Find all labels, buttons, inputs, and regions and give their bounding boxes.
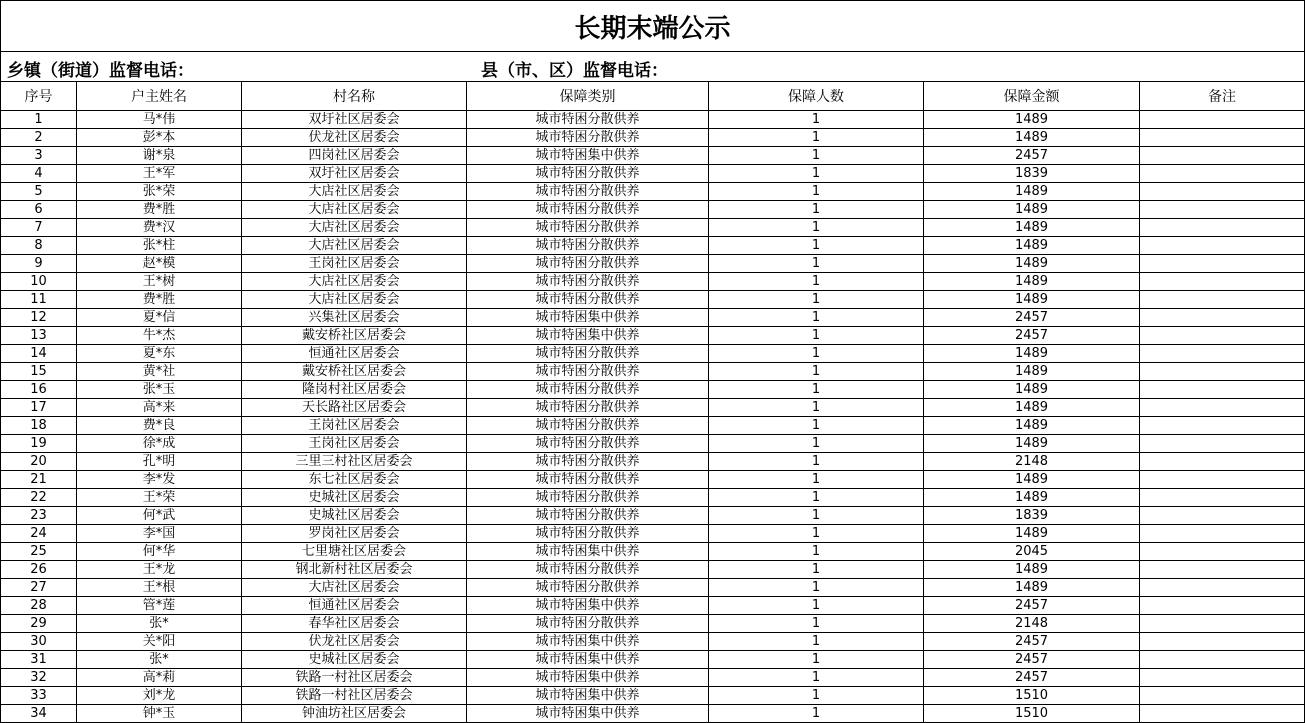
col-category-cell: 城市特困集中供养 [467, 651, 709, 669]
col-remarks-cell [1140, 201, 1305, 219]
col-index-cell: 27 [1, 579, 77, 597]
col-index-cell: 13 [1, 327, 77, 345]
col-amount-cell: 1489 [924, 291, 1140, 309]
col-index-cell: 9 [1, 255, 77, 273]
col-remarks-cell [1140, 687, 1305, 705]
col-index-cell: 1 [1, 111, 77, 129]
col-category-cell: 城市特困分散供养 [467, 561, 709, 579]
col-amount-cell: 2457 [924, 327, 1140, 345]
col-persons-cell: 1 [709, 165, 924, 183]
col-category-cell: 城市特困分散供养 [467, 273, 709, 291]
table-row [1, 615, 1305, 633]
col-amount-cell: 2148 [924, 453, 1140, 471]
col-remarks-cell [1140, 705, 1305, 723]
table-row [1, 687, 1305, 705]
col-amount-cell: 1489 [924, 201, 1140, 219]
table-row [1, 309, 1305, 327]
col-persons-cell: 1 [709, 111, 924, 129]
col-category-cell: 城市特困分散供养 [467, 111, 709, 129]
col-category-cell: 城市特困分散供养 [467, 435, 709, 453]
col-village-cell: 史城社区居委会 [242, 651, 467, 669]
col-remarks-cell [1140, 489, 1305, 507]
table-row [1, 543, 1305, 561]
table-row [1, 201, 1305, 219]
col-index-cell: 4 [1, 165, 77, 183]
col-index-cell: 8 [1, 237, 77, 255]
col-householder-cell: 刘*龙 [77, 687, 242, 705]
col-householder-cell: 费*汉 [77, 219, 242, 237]
col-amount-cell: 1489 [924, 345, 1140, 363]
col-householder-cell: 王*军 [77, 165, 242, 183]
col-category-cell: 城市特困分散供养 [467, 399, 709, 417]
table-row [1, 111, 1305, 129]
col-remarks-cell [1140, 525, 1305, 543]
col-householder-cell: 费*胜 [77, 291, 242, 309]
table-row [1, 651, 1305, 669]
col-householder-cell: 张* [77, 651, 242, 669]
col-persons-cell: 1 [709, 237, 924, 255]
col-persons-cell: 1 [709, 561, 924, 579]
col-amount-cell: 2045 [924, 543, 1140, 561]
col-village-header: 村名称 [242, 82, 467, 111]
col-householder-cell: 费*胜 [77, 201, 242, 219]
col-category-cell: 城市特困分散供养 [467, 201, 709, 219]
col-category-cell: 城市特困分散供养 [467, 255, 709, 273]
col-householder-cell: 何*华 [77, 543, 242, 561]
col-householder-cell: 徐*成 [77, 435, 242, 453]
col-householder-header: 户主姓名 [77, 82, 242, 111]
col-category-cell: 城市特困分散供养 [467, 129, 709, 147]
col-amount-cell: 1510 [924, 687, 1140, 705]
col-amount-cell: 2457 [924, 147, 1140, 165]
col-index-cell: 2 [1, 129, 77, 147]
col-amount-cell: 1489 [924, 399, 1140, 417]
col-persons-cell: 1 [709, 219, 924, 237]
table-row [1, 435, 1305, 453]
col-village-cell: 兴集社区居委会 [242, 309, 467, 327]
col-amount-cell: 1489 [924, 363, 1140, 381]
col-village-cell: 大店社区居委会 [242, 579, 467, 597]
col-amount-cell: 2457 [924, 669, 1140, 687]
table-body [1, 111, 1305, 723]
col-index-cell: 7 [1, 219, 77, 237]
col-index-cell: 25 [1, 543, 77, 561]
col-village-cell: 铁路一村社区居委会 [242, 669, 467, 687]
col-householder-cell: 王*根 [77, 579, 242, 597]
col-village-cell: 铁路一村社区居委会 [242, 687, 467, 705]
col-householder-cell: 李*国 [77, 525, 242, 543]
col-category-cell: 城市特困集中供养 [467, 147, 709, 165]
col-remarks-cell [1140, 633, 1305, 651]
col-village-cell: 七里塘社区居委会 [242, 543, 467, 561]
col-householder-cell: 黄*社 [77, 363, 242, 381]
col-village-cell: 大店社区居委会 [242, 291, 467, 309]
notice-table [0, 81, 1305, 723]
col-persons-cell: 1 [709, 435, 924, 453]
table-row [1, 471, 1305, 489]
col-amount-cell: 2457 [924, 633, 1140, 651]
col-householder-cell: 关*阳 [77, 633, 242, 651]
col-village-cell: 钢北新村社区居委会 [242, 561, 467, 579]
col-householder-cell: 夏*东 [77, 345, 242, 363]
col-village-cell: 史城社区居委会 [242, 507, 467, 525]
county-phone-label: 县（市、区）监督电话： [481, 61, 668, 81]
col-amount-cell: 1489 [924, 471, 1140, 489]
table-row [1, 165, 1305, 183]
col-remarks-cell [1140, 165, 1305, 183]
col-amount-cell: 1510 [924, 705, 1140, 723]
col-amount-cell: 1839 [924, 507, 1140, 525]
col-village-cell: 四岗社区居委会 [242, 147, 467, 165]
col-remarks-cell [1140, 255, 1305, 273]
col-category-cell: 城市特困集中供养 [467, 327, 709, 345]
col-category-cell: 城市特困分散供养 [467, 381, 709, 399]
col-index-cell: 6 [1, 201, 77, 219]
col-remarks-cell [1140, 435, 1305, 453]
col-householder-cell: 管*莲 [77, 597, 242, 615]
col-index-cell: 22 [1, 489, 77, 507]
col-persons-cell: 1 [709, 255, 924, 273]
col-village-cell: 王岗社区居委会 [242, 255, 467, 273]
page-title: 长期末端公示 [0, 0, 1305, 52]
col-category-cell: 城市特困分散供养 [467, 183, 709, 201]
col-village-cell: 伏龙社区居委会 [242, 633, 467, 651]
col-persons-cell: 1 [709, 273, 924, 291]
col-amount-header: 保障金额 [924, 82, 1140, 111]
col-persons-cell: 1 [709, 327, 924, 345]
col-remarks-cell [1140, 237, 1305, 255]
col-village-cell: 伏龙社区居委会 [242, 129, 467, 147]
col-amount-cell: 1489 [924, 489, 1140, 507]
col-householder-cell: 赵*模 [77, 255, 242, 273]
col-persons-cell: 1 [709, 471, 924, 489]
table-row [1, 219, 1305, 237]
col-householder-cell: 高*莉 [77, 669, 242, 687]
table-row [1, 129, 1305, 147]
col-village-cell: 史城社区居委会 [242, 489, 467, 507]
col-remarks-cell [1140, 507, 1305, 525]
col-householder-cell: 谢*泉 [77, 147, 242, 165]
col-remarks-cell [1140, 273, 1305, 291]
col-village-cell: 钟油坊社区居委会 [242, 705, 467, 723]
table-row [1, 273, 1305, 291]
col-index-cell: 11 [1, 291, 77, 309]
col-index-cell: 26 [1, 561, 77, 579]
col-category-cell: 城市特困集中供养 [467, 687, 709, 705]
table-row [1, 705, 1305, 723]
col-category-cell: 城市特困分散供养 [467, 165, 709, 183]
col-remarks-cell [1140, 363, 1305, 381]
col-remarks-cell [1140, 309, 1305, 327]
col-persons-cell: 1 [709, 651, 924, 669]
col-category-cell: 城市特困分散供养 [467, 219, 709, 237]
col-category-cell: 城市特困分散供养 [467, 471, 709, 489]
col-category-cell: 城市特困分散供养 [467, 453, 709, 471]
col-village-cell: 大店社区居委会 [242, 273, 467, 291]
table-row [1, 561, 1305, 579]
table-row [1, 579, 1305, 597]
col-householder-cell: 高*来 [77, 399, 242, 417]
col-remarks-cell [1140, 615, 1305, 633]
col-remarks-cell [1140, 561, 1305, 579]
col-index-cell: 15 [1, 363, 77, 381]
col-amount-cell: 1489 [924, 129, 1140, 147]
col-remarks-cell [1140, 471, 1305, 489]
col-village-cell: 大店社区居委会 [242, 201, 467, 219]
col-index-cell: 24 [1, 525, 77, 543]
col-remarks-cell [1140, 345, 1305, 363]
col-category-cell: 城市特困分散供养 [467, 615, 709, 633]
col-category-cell: 城市特困集中供养 [467, 543, 709, 561]
col-remarks-header: 备注 [1140, 82, 1305, 111]
col-remarks-cell [1140, 291, 1305, 309]
col-village-cell: 天长路社区居委会 [242, 399, 467, 417]
col-index-cell: 29 [1, 615, 77, 633]
col-persons-cell: 1 [709, 687, 924, 705]
col-householder-cell: 彭*本 [77, 129, 242, 147]
col-remarks-cell [1140, 669, 1305, 687]
col-persons-header: 保障人数 [709, 82, 924, 111]
col-remarks-cell [1140, 147, 1305, 165]
table-row [1, 525, 1305, 543]
col-householder-cell: 张* [77, 615, 242, 633]
col-amount-cell: 1489 [924, 561, 1140, 579]
col-category-cell: 城市特困分散供养 [467, 345, 709, 363]
col-index-cell: 30 [1, 633, 77, 651]
col-index-cell: 12 [1, 309, 77, 327]
col-persons-cell: 1 [709, 147, 924, 165]
col-remarks-cell [1140, 327, 1305, 345]
col-village-cell: 大店社区居委会 [242, 219, 467, 237]
table-row [1, 381, 1305, 399]
col-index-cell: 33 [1, 687, 77, 705]
col-amount-cell: 2457 [924, 597, 1140, 615]
col-persons-cell: 1 [709, 669, 924, 687]
table-row [1, 363, 1305, 381]
col-persons-cell: 1 [709, 615, 924, 633]
col-category-cell: 城市特困分散供养 [467, 363, 709, 381]
col-village-cell: 恒通社区居委会 [242, 345, 467, 363]
col-amount-cell: 1489 [924, 525, 1140, 543]
col-householder-cell: 张*玉 [77, 381, 242, 399]
col-remarks-cell [1140, 543, 1305, 561]
col-amount-cell: 1489 [924, 111, 1140, 129]
table-row [1, 633, 1305, 651]
col-index-cell: 18 [1, 417, 77, 435]
col-householder-cell: 夏*信 [77, 309, 242, 327]
col-persons-cell: 1 [709, 579, 924, 597]
col-amount-cell: 1489 [924, 219, 1140, 237]
col-index-cell: 14 [1, 345, 77, 363]
col-category-cell: 城市特困分散供养 [467, 489, 709, 507]
table-row [1, 183, 1305, 201]
col-amount-cell: 1839 [924, 165, 1140, 183]
col-amount-cell: 1489 [924, 435, 1140, 453]
table-row [1, 453, 1305, 471]
col-persons-cell: 1 [709, 183, 924, 201]
col-category-cell: 城市特困集中供养 [467, 633, 709, 651]
col-village-cell: 双圩社区居委会 [242, 165, 467, 183]
col-remarks-cell [1140, 219, 1305, 237]
col-persons-cell: 1 [709, 453, 924, 471]
col-amount-cell: 2457 [924, 651, 1140, 669]
col-village-cell: 戴安桥社区居委会 [242, 363, 467, 381]
col-householder-cell: 费*良 [77, 417, 242, 435]
col-amount-cell: 1489 [924, 381, 1140, 399]
col-village-cell: 双圩社区居委会 [242, 111, 467, 129]
col-index-cell: 10 [1, 273, 77, 291]
col-persons-cell: 1 [709, 345, 924, 363]
col-amount-cell: 2457 [924, 309, 1140, 327]
col-category-header: 保障类别 [467, 82, 709, 111]
col-village-cell: 王岗社区居委会 [242, 417, 467, 435]
col-remarks-cell [1140, 417, 1305, 435]
col-persons-cell: 1 [709, 525, 924, 543]
col-category-cell: 城市特困集中供养 [467, 309, 709, 327]
col-householder-cell: 钟*玉 [77, 705, 242, 723]
col-householder-cell: 张*柱 [77, 237, 242, 255]
col-householder-cell: 牛*杰 [77, 327, 242, 345]
col-amount-cell: 1489 [924, 273, 1140, 291]
table-row [1, 399, 1305, 417]
col-householder-cell: 马*伟 [77, 111, 242, 129]
table-row [1, 291, 1305, 309]
table-row [1, 507, 1305, 525]
supervision-phone-row [0, 51, 1305, 81]
col-amount-cell: 1489 [924, 237, 1140, 255]
col-remarks-cell [1140, 453, 1305, 471]
col-village-cell: 隆岗村社区居委会 [242, 381, 467, 399]
col-persons-cell: 1 [709, 129, 924, 147]
col-remarks-cell [1140, 111, 1305, 129]
col-village-cell: 王岗社区居委会 [242, 435, 467, 453]
table-row [1, 147, 1305, 165]
col-category-cell: 城市特困分散供养 [467, 417, 709, 435]
col-remarks-cell [1140, 381, 1305, 399]
col-index-header: 序号 [1, 82, 77, 111]
col-amount-cell: 1489 [924, 255, 1140, 273]
col-index-cell: 16 [1, 381, 77, 399]
table-row [1, 669, 1305, 687]
col-persons-cell: 1 [709, 705, 924, 723]
col-householder-cell: 孔*明 [77, 453, 242, 471]
col-index-cell: 5 [1, 183, 77, 201]
col-persons-cell: 1 [709, 543, 924, 561]
col-householder-cell: 王*龙 [77, 561, 242, 579]
col-village-cell: 东七社区居委会 [242, 471, 467, 489]
col-persons-cell: 1 [709, 381, 924, 399]
table-row [1, 345, 1305, 363]
col-amount-cell: 1489 [924, 183, 1140, 201]
col-persons-cell: 1 [709, 597, 924, 615]
col-index-cell: 3 [1, 147, 77, 165]
col-category-cell: 城市特困集中供养 [467, 705, 709, 723]
col-index-cell: 28 [1, 597, 77, 615]
col-householder-cell: 何*武 [77, 507, 242, 525]
col-persons-cell: 1 [709, 363, 924, 381]
col-category-cell: 城市特困分散供养 [467, 237, 709, 255]
col-amount-cell: 1489 [924, 417, 1140, 435]
col-category-cell: 城市特困分散供养 [467, 507, 709, 525]
col-category-cell: 城市特困分散供养 [467, 291, 709, 309]
col-index-cell: 17 [1, 399, 77, 417]
table-row [1, 237, 1305, 255]
col-persons-cell: 1 [709, 507, 924, 525]
table-row [1, 255, 1305, 273]
col-village-cell: 三里三村社区居委会 [242, 453, 467, 471]
col-amount-cell: 1489 [924, 579, 1140, 597]
table-header-row [1, 82, 1305, 111]
col-persons-cell: 1 [709, 309, 924, 327]
col-persons-cell: 1 [709, 201, 924, 219]
col-index-cell: 19 [1, 435, 77, 453]
col-index-cell: 20 [1, 453, 77, 471]
col-remarks-cell [1140, 129, 1305, 147]
table-row [1, 489, 1305, 507]
col-village-cell: 罗岗社区居委会 [242, 525, 467, 543]
col-village-cell: 戴安桥社区居委会 [242, 327, 467, 345]
col-village-cell: 春华社区居委会 [242, 615, 467, 633]
col-category-cell: 城市特困集中供养 [467, 597, 709, 615]
col-householder-cell: 王*荣 [77, 489, 242, 507]
col-amount-cell: 2148 [924, 615, 1140, 633]
col-persons-cell: 1 [709, 489, 924, 507]
col-householder-cell: 王*树 [77, 273, 242, 291]
col-remarks-cell [1140, 399, 1305, 417]
col-village-cell: 恒通社区居委会 [242, 597, 467, 615]
table-row [1, 597, 1305, 615]
township-phone-label: 乡镇（街道）监督电话： [7, 61, 194, 81]
table-row [1, 417, 1305, 435]
col-remarks-cell [1140, 651, 1305, 669]
col-persons-cell: 1 [709, 417, 924, 435]
col-category-cell: 城市特困分散供养 [467, 579, 709, 597]
col-index-cell: 34 [1, 705, 77, 723]
col-index-cell: 23 [1, 507, 77, 525]
col-village-cell: 大店社区居委会 [242, 183, 467, 201]
table-row [1, 327, 1305, 345]
col-index-cell: 31 [1, 651, 77, 669]
col-householder-cell: 张*荣 [77, 183, 242, 201]
col-index-cell: 21 [1, 471, 77, 489]
col-householder-cell: 李*发 [77, 471, 242, 489]
col-category-cell: 城市特困集中供养 [467, 669, 709, 687]
col-remarks-cell [1140, 597, 1305, 615]
col-index-cell: 32 [1, 669, 77, 687]
col-persons-cell: 1 [709, 633, 924, 651]
col-village-cell: 大店社区居委会 [242, 237, 467, 255]
col-persons-cell: 1 [709, 399, 924, 417]
col-remarks-cell [1140, 579, 1305, 597]
col-persons-cell: 1 [709, 291, 924, 309]
col-category-cell: 城市特困分散供养 [467, 525, 709, 543]
col-remarks-cell [1140, 183, 1305, 201]
